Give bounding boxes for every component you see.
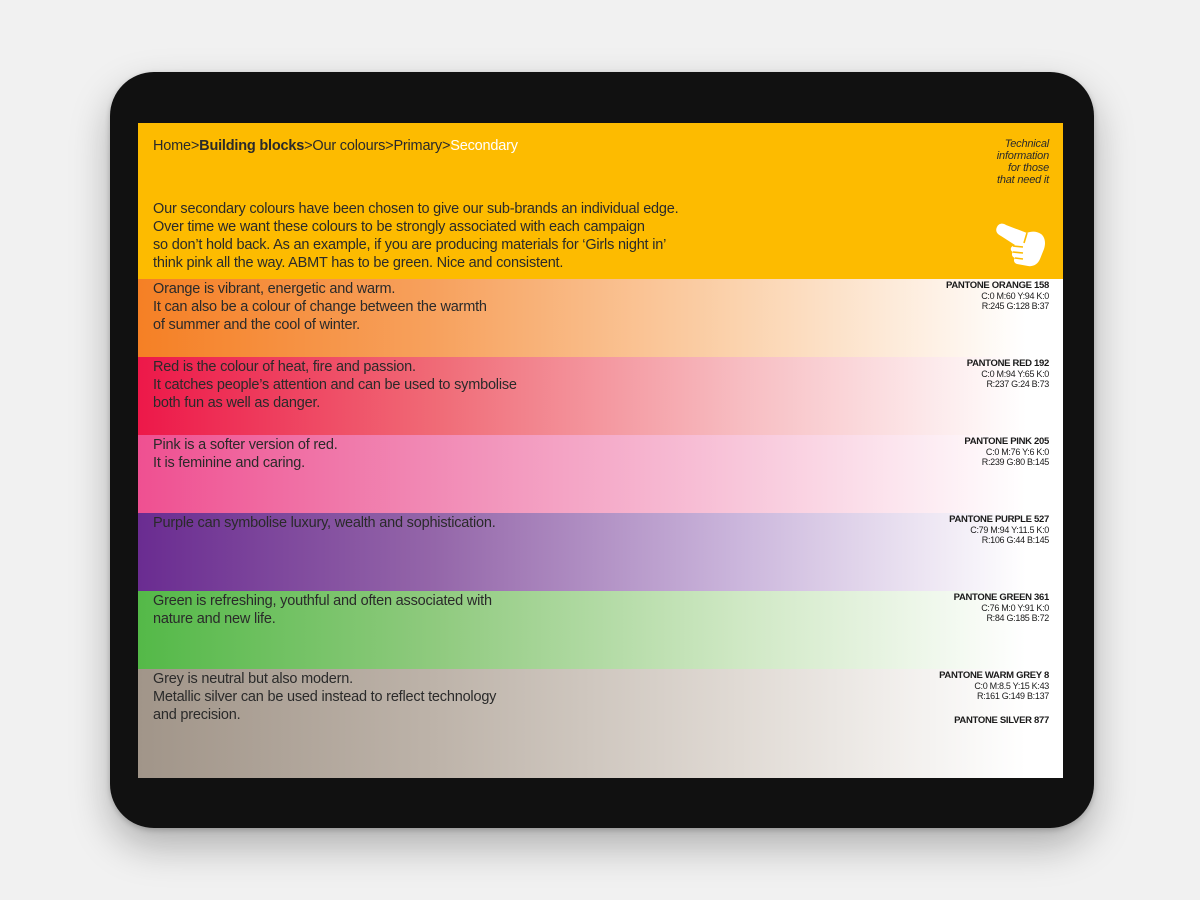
breadcrumb-primary[interactable]: Primary (393, 138, 442, 154)
cmyk-value: C:0 M:94 Y:65 K:0 (981, 369, 1049, 379)
description-line: Grey is neutral but also modern. (153, 671, 353, 687)
pantone-spec (939, 670, 1049, 726)
pantone-spec (946, 280, 1049, 311)
colour-description (153, 514, 773, 532)
description-line: both fun as well as danger. (153, 395, 321, 411)
rgb-value: R:245 G:128 B:37 (981, 301, 1049, 311)
pantone-name: PANTONE WARM GREY 8 (939, 670, 1049, 681)
breadcrumb-building-blocks[interactable]: Building blocks (199, 138, 305, 154)
breadcrumb-current-secondary: Secondary (450, 138, 518, 154)
colour-description (153, 670, 773, 724)
description-line: and precision. (153, 707, 241, 723)
breadcrumb-separator: > (190, 138, 200, 154)
colour-band-orange (138, 279, 1063, 357)
breadcrumb (153, 138, 518, 154)
header-panel (138, 123, 1063, 279)
colour-description (153, 358, 773, 412)
colour-band-pink (138, 435, 1063, 513)
technical-info-line: Technical (1004, 138, 1049, 150)
breadcrumb-separator: > (385, 138, 394, 154)
pantone-spec (949, 514, 1049, 545)
colour-description (153, 592, 773, 628)
cmyk-value: C:0 M:8.5 Y:15 K:43 (974, 681, 1049, 691)
breadcrumb-separator: > (304, 138, 313, 154)
cmyk-value: C:0 M:76 Y:6 K:0 (985, 447, 1049, 457)
pantone-name: PANTONE ORANGE 158 (946, 280, 1049, 291)
breadcrumb-separator: > (441, 138, 451, 154)
description-line: It is feminine and caring. (153, 455, 305, 471)
pointing-hand-icon[interactable] (993, 217, 1049, 273)
pantone-spec (964, 436, 1049, 467)
pantone-name: PANTONE RED 192 (966, 358, 1049, 369)
rgb-value: R:161 G:149 B:137 (977, 691, 1049, 701)
colour-band-green (138, 591, 1063, 669)
intro-line: think pink all the way. ABMT has to be green. Nice and consistent. (153, 255, 564, 271)
description-line: It can also be a colour of change between the warmth (153, 299, 487, 315)
description-line: Red is the colour of heat, fire and passion. (153, 359, 416, 375)
description-line: Green is refreshing, youthful and often associated with (153, 593, 492, 609)
cmyk-value: C:79 M:94 Y:11.5 K:0 (970, 525, 1049, 535)
intro-line: so don’t hold back. As an example, if you are producing materials for ‘Girls night in’ (153, 237, 667, 253)
rgb-value: R:237 G:24 B:73 (986, 379, 1049, 389)
colour-description (153, 280, 773, 334)
cmyk-value: C:0 M:60 Y:94 K:0 (981, 291, 1049, 301)
colour-band-red (138, 357, 1063, 435)
description-line: Pink is a softer version of red. (153, 437, 338, 453)
breadcrumb-home[interactable]: Home (153, 138, 191, 154)
intro-line: Over time we want these colours to be strongly associated with each campaign (153, 219, 645, 235)
pantone-name: PANTONE PURPLE 527 (949, 514, 1049, 525)
tablet-screen (138, 123, 1063, 778)
technical-info-line: for those (1007, 162, 1049, 174)
technical-info-label (939, 138, 1049, 186)
description-line: of summer and the cool of winter. (153, 317, 360, 333)
description-line: Orange is vibrant, energetic and warm. (153, 281, 396, 297)
description-line: It catches people’s attention and can be used to symbolise (153, 377, 517, 393)
cmyk-value: C:76 M:0 Y:91 K:0 (981, 603, 1049, 613)
description-line: nature and new life. (153, 611, 276, 627)
pantone-spec (954, 592, 1049, 623)
rgb-value: R:84 G:185 B:72 (986, 613, 1049, 623)
pantone-spec (967, 358, 1049, 389)
colour-band-purple (138, 513, 1063, 591)
pantone-name: PANTONE GREEN 361 (953, 592, 1049, 603)
intro-line: Our secondary colours have been chosen to give our sub-brands an individual edge. (153, 201, 679, 217)
description-line: Purple can symbolise luxury, wealth and sophistication. (153, 515, 496, 531)
colour-band-grey (138, 669, 1063, 778)
technical-info-line: that need it (996, 174, 1049, 186)
breadcrumb-our-colours[interactable]: Our colours (312, 138, 386, 154)
rgb-value: R:239 G:80 B:145 (981, 457, 1049, 467)
rgb-value: R:106 G:44 B:145 (981, 535, 1049, 545)
technical-info-line: information (996, 150, 1049, 162)
pantone-name: PANTONE PINK 205 (964, 436, 1049, 447)
colour-description (153, 436, 773, 472)
intro-text (153, 200, 773, 272)
pantone-silver-name: PANTONE SILVER 877 (954, 715, 1049, 726)
description-line: Metallic silver can be used instead to reflect technology (153, 689, 497, 705)
